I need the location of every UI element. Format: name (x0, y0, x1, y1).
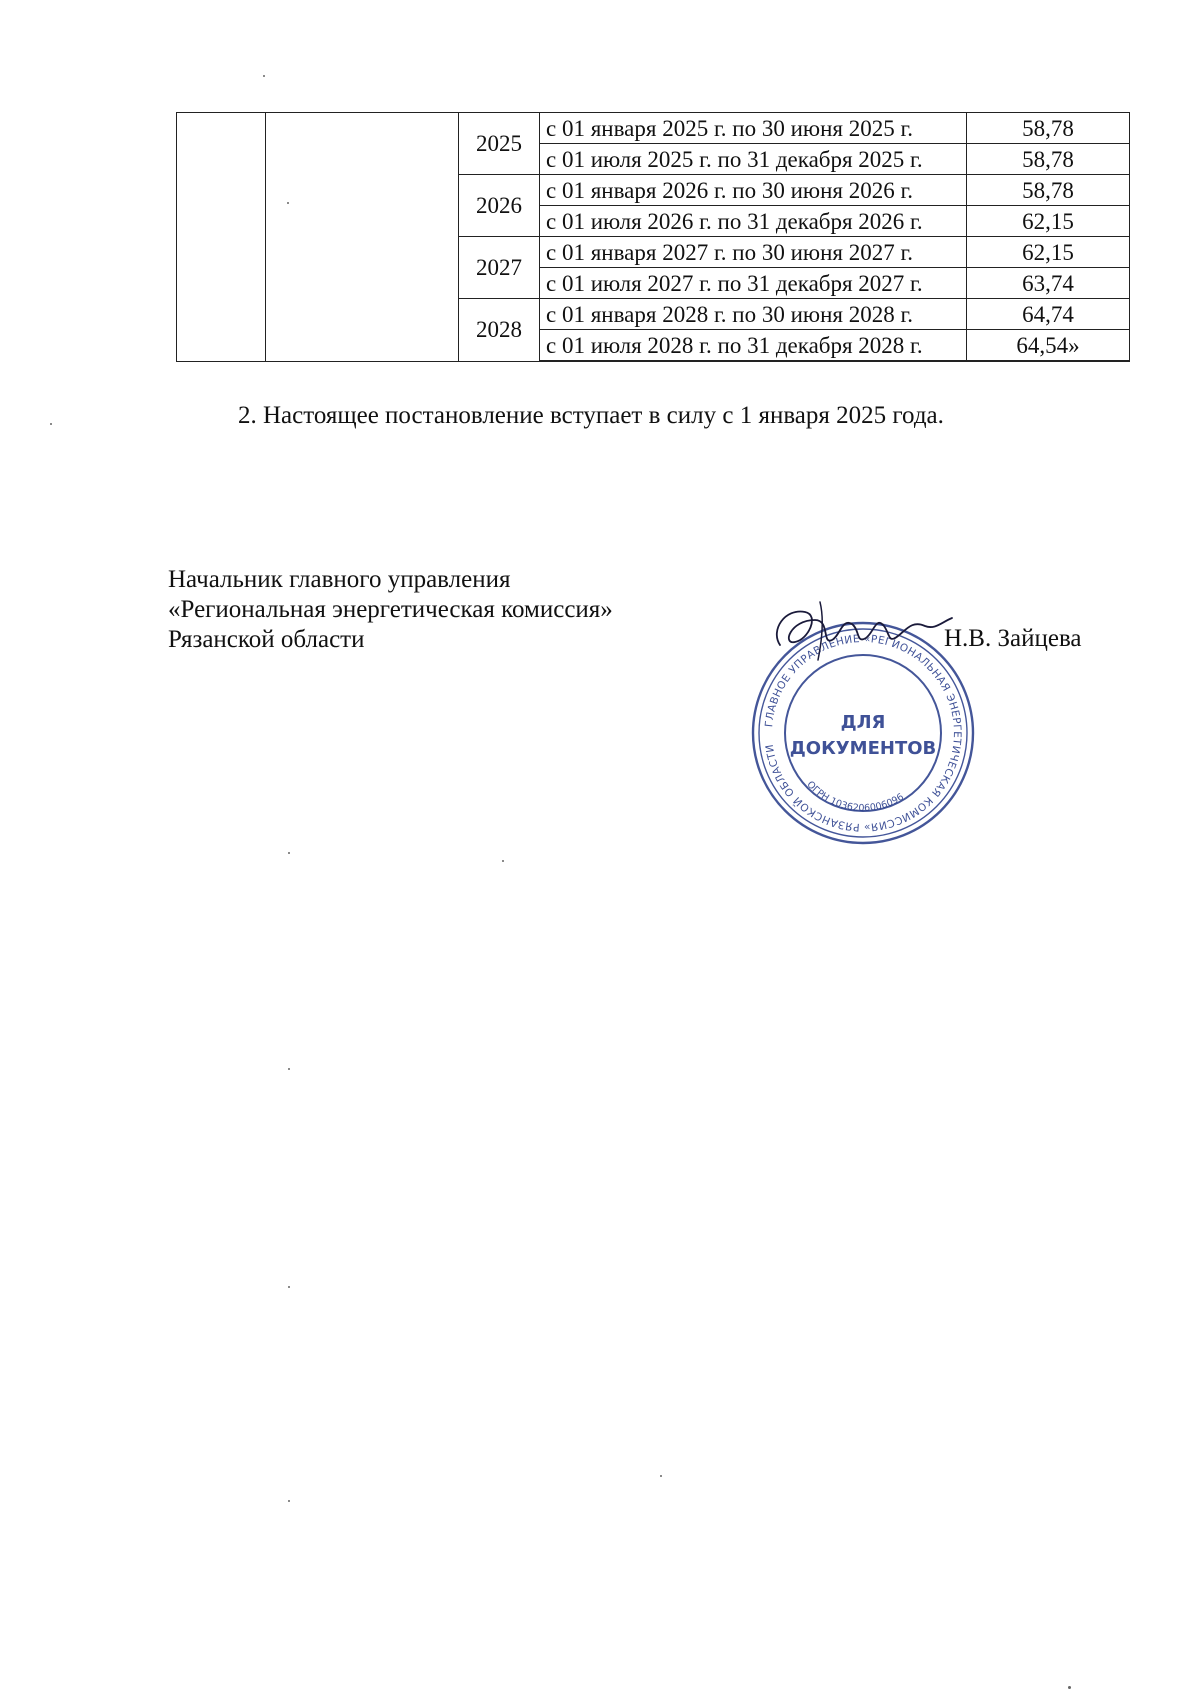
signer-position-line-2: «Региональная энергетическая комиссия» (168, 596, 613, 623)
clause-2: 2. Настоящее постановление вступает в силу с 1 января 2025 года. (238, 402, 944, 429)
scan-speck (50, 423, 52, 425)
seal-center-line-2: ДОКУМЕНТОВ (789, 738, 937, 759)
seal-center-line-1: ДЛЯ (840, 712, 886, 733)
value-cell: 63,74 (967, 268, 1130, 299)
scan-speck (288, 1068, 290, 1070)
table-cell-empty-1 (177, 113, 266, 362)
value-cell: 62,15 (967, 206, 1130, 237)
scan-speck (288, 1500, 290, 1502)
signer-position-line-1: Начальник главного управления (168, 566, 511, 593)
period-cell: с 01 июля 2026 г. по 31 декабря 2026 г. (540, 206, 967, 237)
seal-ogrn-text: ОГРН 1036206006096 (804, 779, 906, 815)
period-cell: с 01 июля 2025 г. по 31 декабря 2025 г. (540, 144, 967, 175)
scan-speck (502, 860, 504, 862)
period-cell: с 01 января 2026 г. по 30 июня 2026 г. (540, 175, 967, 206)
period-cell: с 01 января 2027 г. по 30 июня 2027 г. (540, 237, 967, 268)
value-cell: 58,78 (967, 144, 1130, 175)
period-cell: с 01 января 2028 г. по 30 июня 2028 г. (540, 299, 967, 330)
value-cell: 58,78 (967, 113, 1130, 144)
value-cell: 64,54» (967, 330, 1130, 362)
year-cell: 2025 (459, 113, 540, 175)
tariff-table (176, 112, 1130, 362)
scan-speck (263, 75, 265, 77)
period-cell: с 01 января 2025 г. по 30 июня 2025 г. (540, 113, 967, 144)
scan-speck (287, 202, 289, 204)
scan-speck (288, 1286, 290, 1288)
period-cell: с 01 июля 2027 г. по 31 декабря 2027 г. (540, 268, 967, 299)
seal-outer-text: ГЛАВНОЕ УПРАВЛЕНИЕ «РЕГИОНАЛЬНАЯ ЭНЕРГЕТИЧЕСКАЯ КОМИССИЯ» РЯЗАНСКОЙ ОБЛАСТИ (763, 632, 964, 834)
value-cell: 62,15 (967, 237, 1130, 268)
signer-position (168, 565, 613, 655)
scan-speck (288, 852, 290, 854)
year-cell: 2026 (459, 175, 540, 237)
period-cell: с 01 июля 2028 г. по 31 декабря 2028 г. (540, 330, 967, 362)
value-cell: 58,78 (967, 175, 1130, 206)
tariff-table-body (177, 113, 1130, 362)
handwritten-signature (760, 590, 960, 680)
scan-speck (660, 1475, 662, 1477)
table-row (177, 113, 1130, 144)
signer-name: Н.В. Зайцева (944, 625, 1082, 652)
value-cell: 64,74 (967, 299, 1130, 330)
year-cell: 2028 (459, 299, 540, 362)
scan-speck (1068, 1686, 1071, 1689)
table-cell-empty-2 (266, 113, 459, 362)
signer-position-line-3: Рязанской области (168, 626, 365, 653)
year-cell: 2027 (459, 237, 540, 299)
